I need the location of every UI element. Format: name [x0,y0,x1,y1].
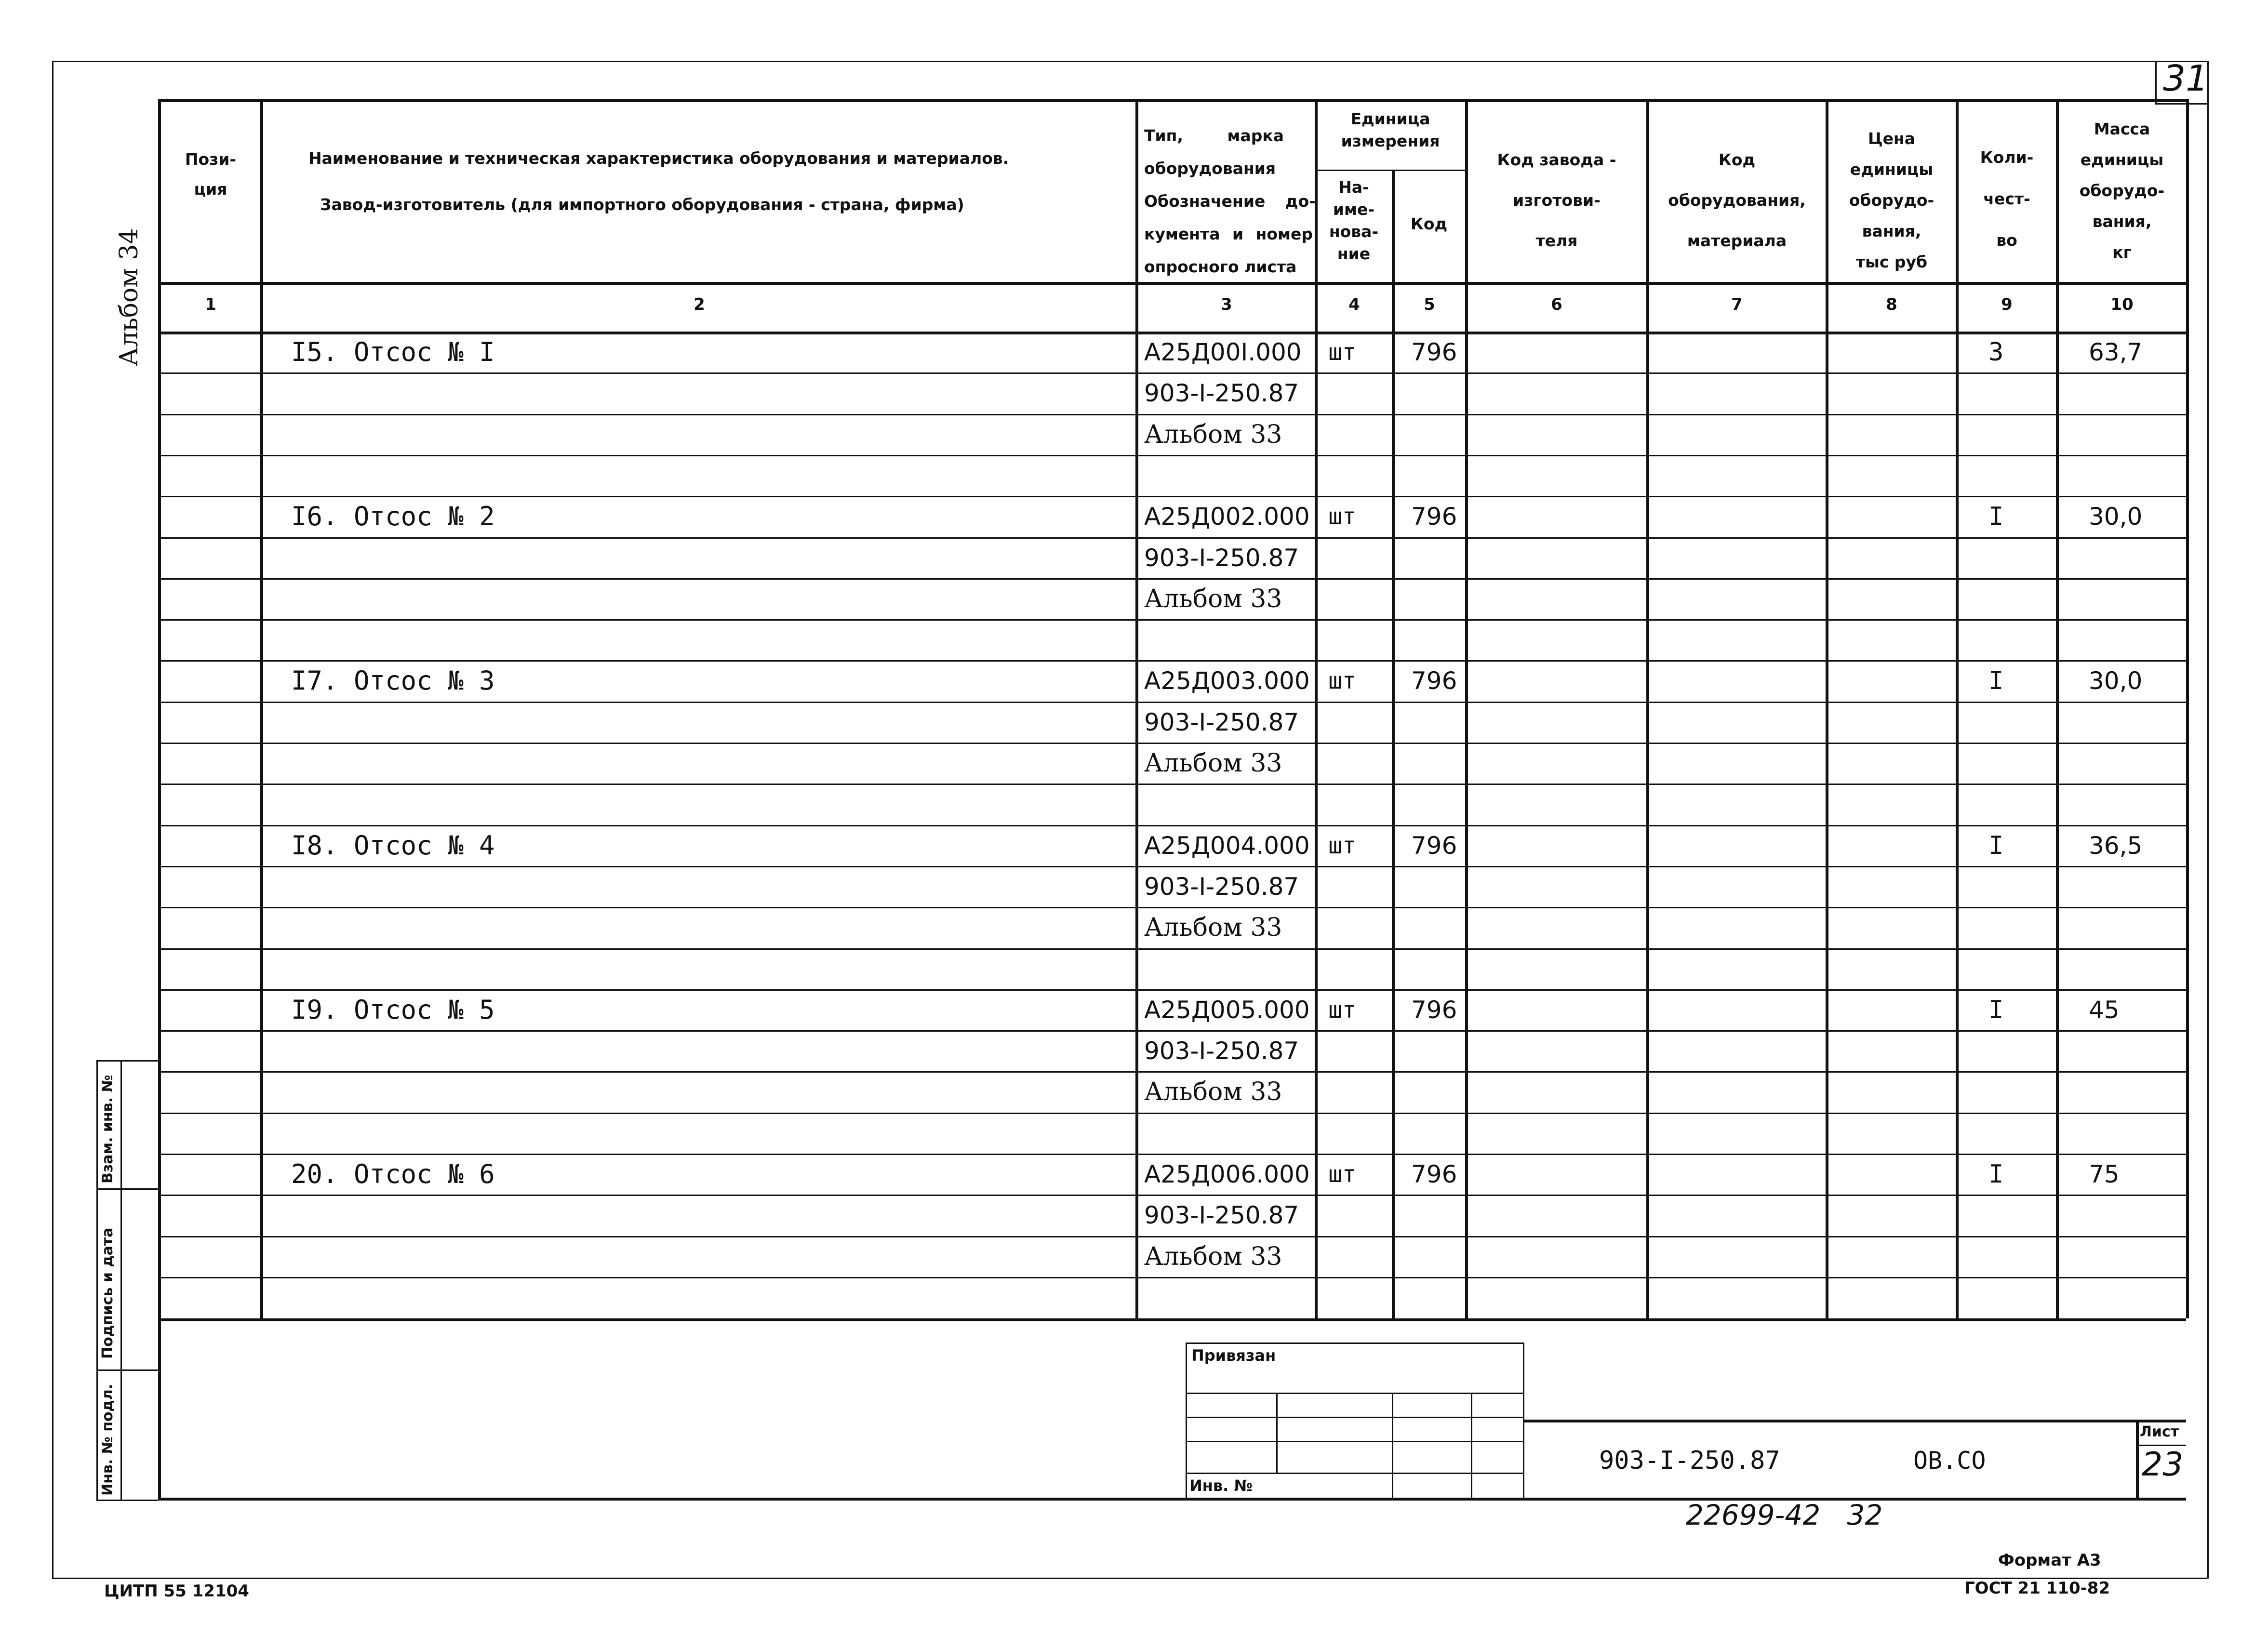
item-mark: А25Д006.000 [1144,1160,1310,1188]
item-mark: А25Д002.000 [1144,503,1310,531]
outer-frame-right [2207,61,2209,1579]
column-number: 7 [1731,295,1743,314]
header-name-line1: Наименование и техническая характеристика оборудования и материалов. [308,149,1009,168]
item-unit-code: 796 [1411,1160,1457,1188]
gost-label: ГОСТ 21 110-82 [1964,1579,2110,1598]
handwritten-inventory: 22699-42 32 [1686,1499,1883,1531]
item-unit-code: 796 [1411,667,1457,695]
item-mass: 36,5 [2089,832,2143,860]
item-album: Альбом 33 [1144,420,1282,449]
item-document: 903-I-250.87 [1144,1201,1299,1229]
item-quantity: I [1988,1160,2004,1189]
stamp-signature-date: Подпись и дата [99,1227,116,1359]
column-number: 1 [205,295,216,314]
binding-inv-label: Инв. № [1189,1476,1253,1495]
item-album: Альбом 33 [1144,1077,1282,1106]
item-unit: шт [1328,997,1356,1023]
item-album: Альбом 33 [1144,1242,1282,1271]
header-unit-name: На- име- нова- ние [1329,178,1379,263]
item-unit-code: 796 [1411,338,1457,366]
item-mark: А25Д00I.000 [1144,338,1302,366]
item-document: 903-I-250.87 [1144,873,1299,901]
item-quantity: I [1988,996,2004,1024]
side-album-label: Альбом 34 [115,228,144,366]
header-equipment-code: Код оборудования, материала [1668,150,1806,250]
item-unit: шт [1328,339,1356,366]
item-quantity: I [1988,666,2004,695]
header-position: Пози- ция [185,150,237,199]
item-mark: А25Д005.000 [1144,996,1310,1024]
header-name-line2: Завод-изготовитель (для импортного оборудования - страна, фирма) [320,195,964,214]
item-unit-code: 796 [1411,503,1457,531]
header-unit: Единица измерения [1341,109,1440,150]
header-type: Тип, марка оборудования Обозначение до- кумента и номер опросного листа [1144,126,1316,276]
item-quantity: 3 [1988,338,2004,367]
stamp-replacement-inv: Взам. инв. № [99,1075,116,1183]
tsitp-label: ЦИТП 55 12104 [104,1582,249,1601]
column-number: 4 [1348,295,1360,314]
item-document: 903-I-250.87 [1144,544,1299,572]
outer-frame-bottom [52,1578,2207,1579]
item-mass: 63,7 [2089,338,2143,366]
item-quantity: I [1988,831,2004,860]
column-number: 10 [2110,295,2134,314]
item-mass: 45 [2089,996,2120,1024]
header-plant-code: Код завода - изготови- теля [1497,150,1616,250]
item-document: 903-I-250.87 [1144,379,1299,407]
column-number: 6 [1551,295,1562,314]
header-unit-code: Код [1410,214,1448,233]
sheet-label: Лист [2140,1423,2179,1440]
item-mass: 30,0 [2089,667,2143,695]
column-number: 8 [1886,295,1897,314]
item-unit: шт [1328,832,1356,859]
item-quantity: I [1988,502,2004,531]
item-unit-code: 796 [1411,996,1457,1024]
item-album: Альбом 33 [1144,749,1282,778]
column-number: 3 [1221,295,1232,314]
item-unit: шт [1328,667,1356,694]
column-number: 2 [694,295,705,314]
item-name: I8. Отсос № 4 [291,830,495,861]
item-document: 903-I-250.87 [1144,708,1299,736]
item-name: I9. Отсос № 5 [291,995,495,1025]
item-album: Альбом 33 [1144,585,1282,613]
item-unit: шт [1328,503,1356,530]
column-number: 9 [2001,295,2013,314]
item-name: I6. Отсос № 2 [291,501,495,532]
title-code: ОВ.СО [1913,1447,1986,1475]
outer-frame-left [52,61,53,1579]
sheet-number: 23 [2142,1446,2184,1484]
column-number: 5 [1424,295,1435,314]
sheet-corner-number: 31 [2163,58,2209,99]
binding-label: Привязан [1191,1346,1276,1365]
header-mass: Масса единицы оборудо- вания, кг [2079,120,2165,262]
item-document: 903-I-250.87 [1144,1037,1299,1065]
item-mark: А25Д003.000 [1144,667,1310,695]
item-name: 20. Отсос № 6 [291,1159,495,1189]
item-mark: А25Д004.000 [1144,832,1310,860]
item-name: I5. Отсос № I [291,337,495,367]
item-name: I7. Отсос № 3 [291,665,495,696]
header-price: Цена единицы оборудо- вания, тыс руб [1849,129,1934,271]
item-unit: шт [1328,1161,1356,1188]
item-mass: 30,0 [2089,503,2143,531]
title-designation: 903-I-250.87 [1599,1446,1780,1475]
stamp-original-inv: Инв. № подл. [99,1383,116,1496]
item-mass: 75 [2089,1160,2120,1188]
outer-frame-top [52,61,2207,62]
item-unit-code: 796 [1411,832,1457,860]
header-quantity: Коли- чест- во [1980,148,2034,250]
item-album: Альбом 33 [1144,913,1282,942]
format-label: Формат А3 [1998,1551,2101,1570]
